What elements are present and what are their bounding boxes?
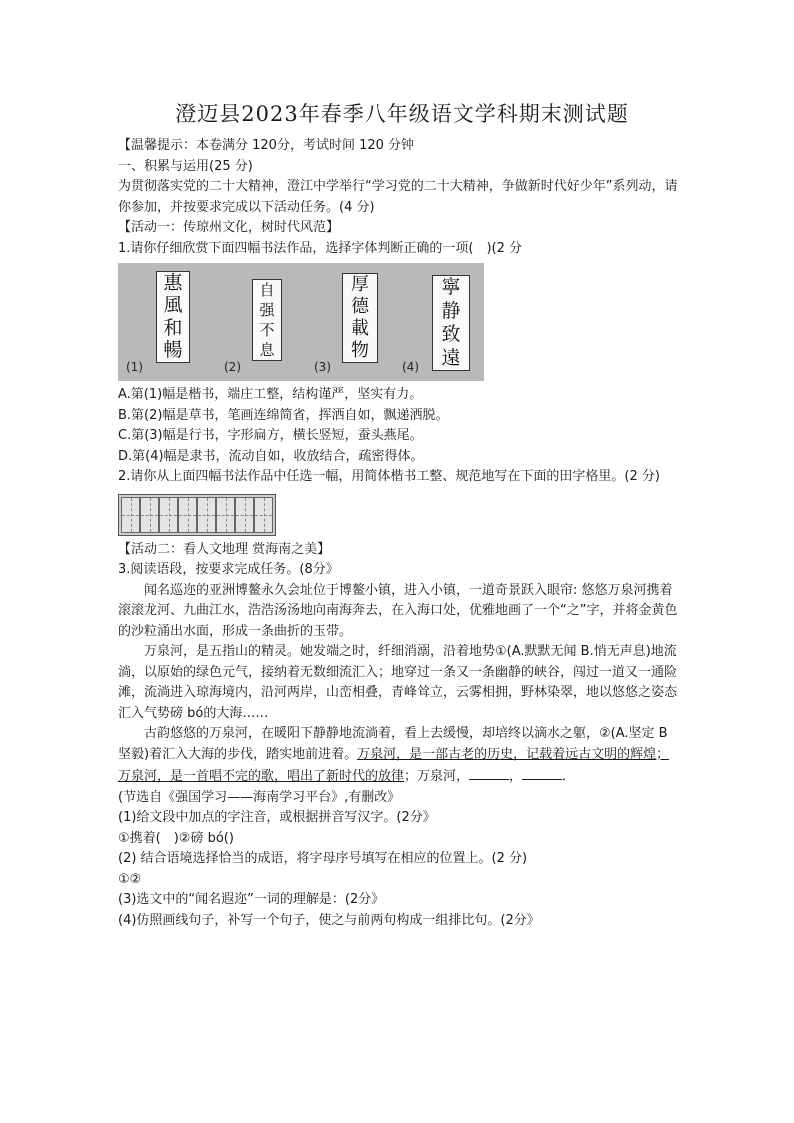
page-title: 澄迈县2023年春季八年级语文学科期末测试题 — [175, 102, 629, 126]
sub-question-1-answer: ①携着( )②磅 bó() — [118, 830, 234, 846]
grid-cell[interactable] — [254, 497, 273, 533]
calligraphy-char: 載 — [351, 318, 369, 339]
grid-cell[interactable] — [178, 497, 197, 533]
calligraphy-char: 自 — [259, 280, 275, 299]
intro-text: 为贯彻落实党的二十大精神，澄江中学举行“学习党的二十大精神，争做新时代好少年”系列动，请你参加，并按要求完成以下活动任务。(4 分) — [118, 179, 678, 215]
calligraphy-char: 厚 — [351, 274, 369, 295]
tian-zi-grid[interactable] — [118, 494, 276, 536]
grid-cell[interactable] — [121, 497, 140, 533]
question-1: 1.请你仔细欣赏下面四幅书法作品，选择字体判断正确的一项( )(2 分 — [118, 240, 523, 256]
calligraphy-char: 不 — [259, 320, 275, 339]
exam-page — [118, 100, 678, 931]
sub-question-1: (1)给文段中加点的字注音，或根据拼音写汉字。(2分》 — [118, 810, 436, 825]
calligraphy-char: 息 — [259, 340, 275, 359]
calligraphy-number: (1) — [126, 360, 143, 374]
answer-blank[interactable] — [469, 765, 509, 780]
section-heading: 一、积累与运用(25 分) — [118, 158, 253, 174]
calligraphy-scroll — [342, 273, 378, 363]
calligraphy-image — [118, 263, 484, 381]
calligraphy-char: 物 — [351, 340, 369, 361]
grid-cell[interactable] — [235, 497, 254, 533]
source-note: (节选自《强国学习——海南学习平台》,有删改》 — [118, 789, 401, 805]
activity-two-heading: 【活动二：看人文地理 赏海南之美】 — [118, 541, 331, 557]
calligraphy-char: 暢 — [163, 339, 183, 362]
sub-question-2-answer: ①② — [118, 871, 142, 887]
passage-text: ；万泉河， — [404, 769, 470, 784]
calligraphy-number: (4) — [402, 360, 419, 374]
calligraphy-char: 遠 — [441, 346, 461, 369]
calligraphy-char: 致 — [441, 323, 461, 346]
grid-cell[interactable] — [216, 497, 235, 533]
grid-cell[interactable] — [197, 497, 216, 533]
calligraphy-scroll — [252, 279, 282, 361]
option-b: B.第(2)幅是草书，笔画连绵简省，挥洒自如，飘递洒脱。 — [118, 407, 449, 423]
calligraphy-number: (3) — [314, 360, 331, 374]
calligraphy-char: 德 — [351, 296, 369, 317]
calligraphy-scroll — [432, 275, 470, 371]
option-a: A.第(1)幅是楷书，端庄工整，结构谨严，坚实有力。 — [118, 387, 423, 402]
option-c: C.第(3)幅是行书，字形扁方，横长竖短，蚕头燕尾。 — [118, 428, 423, 443]
question-2: 2.请你从上面四幅书法作品中任选一幅，用简体楷书工整、规范地写在下面的田字格里。(2 分) — [118, 469, 660, 484]
option-d: D.第(4)幅是隶书，流动自如，收放结合，疏密得体。 — [118, 448, 424, 464]
question-3: 3.阅读语段，按要求完成任务。(8分》 — [118, 562, 339, 577]
calligraphy-char: 惠 — [163, 271, 183, 294]
sub-question-2: (2) 结合语境选择恰当的成语，将字母序号填写在相应的位置上。(2 分) — [118, 851, 528, 866]
calligraphy-char: 和 — [163, 316, 183, 339]
calligraphy-number: (2) — [224, 360, 241, 374]
passage-text: 古韵悠悠的万泉河，在暖阳下静静地流淌着，看上去缓慢，却培终以滴水之躯，②(A.坚定 B坚毅)着汇入大海的步伐，踏实地前进着。 — [118, 726, 668, 762]
calligraphy-char: 静 — [441, 299, 461, 322]
passage-paragraph-3 — [118, 724, 678, 788]
passage-paragraph-1: 闻名巡迩的亚洲博鳌永久会址位于博鳌小镇，进入小镇，一道奇景跃入眼帘: 悠悠万泉河携着滚滚龙河、九曲江水，浩浩汤汤地向南海奔去，在入海口处，优雅地画了一个“之”字，并将金黄色的沙粒涌出水面，形成一条曲折的玉带。 — [118, 582, 678, 639]
calligraphy-char: 寧 — [441, 276, 461, 299]
passage-paragraph-2: 万泉河，是五指山的精灵。她发端之时，纤细消溺，沿着地势①(A.默默无闻 B.悄无声息)地流淌，以原始的绿色元气，接纳着无数细流汇入；地穿过一条又一条幽静的峡谷，闯过一道又一通险滩，流淌进入琼海境内，沿河两岸，山峦相叠，青峰耸立，云雾相拥，野林染翠，地以悠悠之姿态汇入气势磅 bó的大海…… — [118, 644, 678, 721]
activity-one-heading: 【活动一：传琼州文化，树时代风范】 — [118, 220, 340, 235]
calligraphy-char: 强 — [259, 300, 275, 319]
grid-cell[interactable] — [159, 497, 178, 533]
calligraphy-scroll — [156, 271, 190, 363]
tip-line: 【温馨提示：本卷满分 120分，考试时间 120 分钟 — [118, 138, 415, 153]
sub-question-4: (4)仿照画线句子，补写一个句子，使之与前两句构成一组排比句。(2分》 — [118, 912, 540, 928]
answer-blank[interactable] — [522, 765, 562, 780]
grid-cell[interactable] — [140, 497, 159, 533]
passage-text: ． — [562, 769, 576, 784]
underlined-sentences: 万泉河，是一部古老的历史，记载着远古文明的辉煌；万泉河，是一首唱不完的歌，唱出了新时代的放律 — [118, 746, 670, 784]
passage-text: ， — [509, 769, 523, 784]
sub-question-3: (3)选文中的“闻名遐迩”一词的理解是：(2分》 — [118, 892, 385, 907]
calligraphy-char: 風 — [163, 294, 183, 317]
